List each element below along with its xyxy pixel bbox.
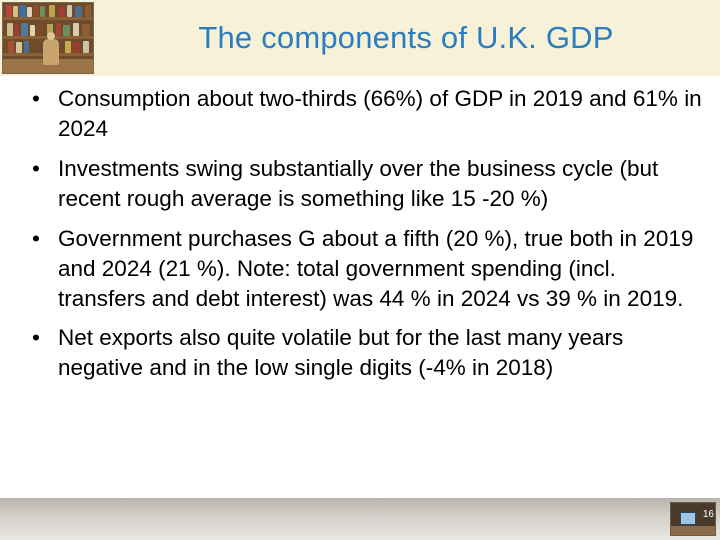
bullet-marker-icon: • <box>32 225 40 251</box>
list-item-text: Consumption about two-thirds (66%) of GDP in 2019 and 61% in 2024 <box>58 86 702 141</box>
bookshelf-photo-icon <box>2 2 94 74</box>
slide-body <box>18 84 702 393</box>
bullet-marker-icon: • <box>32 155 40 181</box>
list-item <box>18 154 702 214</box>
page-title: The components of U.K. GDP <box>198 19 614 55</box>
bullet-list <box>18 84 702 383</box>
slide-number: 16 <box>702 509 714 520</box>
list-item <box>18 323 702 383</box>
list-item-text: Government purchases G about a fifth (20 %), true both in 2019 and 2024 (21 %). Note: total government spending (incl. transfers and debt interest) was 44 % in 2024 vs 39 % in 2019. <box>58 225 694 311</box>
list-item-text: Investments swing substantially over the business cycle (but recent rough average is something like 15 -20 %) <box>58 155 659 211</box>
bullet-marker-icon: • <box>32 86 40 111</box>
bullet-marker-icon: • <box>32 325 40 351</box>
footer-band <box>0 498 720 540</box>
list-item <box>18 224 702 314</box>
list-item-text: Net exports also quite volatile but for the last many years negative and in the low single digits (-4% in 2018) <box>58 325 624 381</box>
list-item <box>18 84 702 144</box>
